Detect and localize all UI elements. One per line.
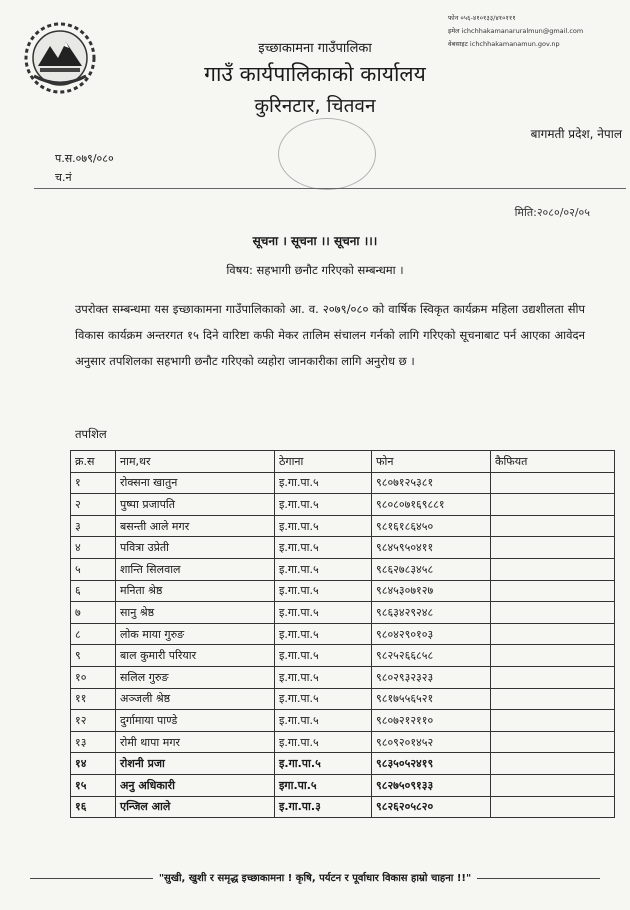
cell-phone: ९८०४२९०१०३ bbox=[372, 623, 491, 645]
cell-remarks bbox=[491, 515, 615, 537]
table-header-row bbox=[71, 451, 615, 473]
cell-serial: ४ bbox=[71, 537, 116, 559]
cell-remarks bbox=[491, 731, 615, 753]
cell-phone: ९८४५९५०४११ bbox=[372, 537, 491, 559]
header-divider bbox=[34, 188, 626, 189]
cell-address: इगा.पा.५ bbox=[275, 774, 372, 796]
table-row bbox=[71, 537, 615, 559]
cell-name: शान्ति सिलवाल bbox=[116, 558, 275, 580]
cell-phone: ९८०८०७१६९८८१ bbox=[372, 494, 491, 516]
cell-serial: ३ bbox=[71, 515, 116, 537]
cell-serial: ५ bbox=[71, 558, 116, 580]
cell-address: इ.गा.पा.५ bbox=[275, 731, 372, 753]
cell-name: अञ्जली श्रेष्ठ bbox=[116, 688, 275, 710]
cell-serial: १२ bbox=[71, 710, 116, 732]
table-body bbox=[71, 472, 615, 818]
cell-serial: ९ bbox=[71, 645, 116, 667]
notice-heading: सूचना । सूचना ।। सूचना ।।। bbox=[252, 234, 378, 248]
cell-name: पवित्रा उप्रेती bbox=[116, 537, 275, 559]
table-row bbox=[71, 602, 615, 624]
cell-name: एन्जिल आले bbox=[116, 796, 275, 818]
cell-serial: २ bbox=[71, 494, 116, 516]
cell-serial: ६ bbox=[71, 580, 116, 602]
cell-address: इ.गा.पा.५ bbox=[275, 666, 372, 688]
cell-remarks bbox=[491, 688, 615, 710]
cell-remarks bbox=[491, 796, 615, 818]
participant-table bbox=[70, 450, 615, 818]
table-row bbox=[71, 731, 615, 753]
cell-phone: ९८६२७८३४५८ bbox=[372, 558, 491, 580]
cell-address: इ.गा.पा.५ bbox=[275, 688, 372, 710]
table-row bbox=[71, 774, 615, 796]
cell-name: रोमी थापा मगर bbox=[116, 731, 275, 753]
email-text: इमेल ichchhakamanaruralmun@gmail.com bbox=[448, 27, 584, 35]
cell-remarks bbox=[491, 645, 615, 667]
cell-remarks bbox=[491, 602, 615, 624]
cell-name: पुष्पा प्रजापति bbox=[116, 494, 275, 516]
cell-phone: ९८१६१८६४५० bbox=[372, 515, 491, 537]
cell-address: इ.गा.पा.५ bbox=[275, 645, 372, 667]
cell-address: इ.गा.पा.५ bbox=[275, 472, 372, 494]
cell-address: इ.गा.पा.५ bbox=[275, 537, 372, 559]
cell-address: इ.गा.पा.३ bbox=[275, 796, 372, 818]
cell-name: सलिल गुरुङ bbox=[116, 666, 275, 688]
cell-phone: ९८२६२०५८२० bbox=[372, 796, 491, 818]
cell-phone: ९८१७५५६५२१ bbox=[372, 688, 491, 710]
header-name: नाम,थर bbox=[116, 451, 275, 473]
cell-name: बाल कुमारी परियार bbox=[116, 645, 275, 667]
list-heading: तपशिल bbox=[75, 427, 107, 441]
cell-serial: १५ bbox=[71, 774, 116, 796]
cell-phone: ९८०२९३२३२३ bbox=[372, 666, 491, 688]
cell-address: इ.गा.पा.५ bbox=[275, 623, 372, 645]
table-row bbox=[71, 558, 615, 580]
office-location: कुरिनटार, चितवन bbox=[254, 95, 376, 117]
table-row bbox=[71, 645, 615, 667]
cell-remarks bbox=[491, 494, 615, 516]
cell-name: बसन्ती आले मगर bbox=[116, 515, 275, 537]
cell-serial: १६ bbox=[71, 796, 116, 818]
cell-serial: १४ bbox=[71, 753, 116, 775]
reference-number: प.स.०७९/०८० bbox=[55, 152, 114, 165]
table-row bbox=[71, 623, 615, 645]
cell-address: इ.गा.पा.५ bbox=[275, 753, 372, 775]
table-row bbox=[71, 688, 615, 710]
cell-remarks bbox=[491, 710, 615, 732]
cell-address: इ.गा.पा.५ bbox=[275, 580, 372, 602]
cell-remarks bbox=[491, 666, 615, 688]
website-text: वेबसाइट ichchhakamanamun.gov.np bbox=[448, 40, 560, 48]
cell-name: दुर्गामाया पाण्डे bbox=[116, 710, 275, 732]
cell-name: रोक्सना खातुन bbox=[116, 472, 275, 494]
table-row bbox=[71, 666, 615, 688]
cell-serial: १३ bbox=[71, 731, 116, 753]
cell-remarks bbox=[491, 774, 615, 796]
cell-phone: ९८०७१२५३८१ bbox=[372, 472, 491, 494]
cell-name: सानु श्रेष्ठ bbox=[116, 602, 275, 624]
cell-name: रोशनी प्रजा bbox=[116, 753, 275, 775]
cell-address: इ.गा.पा.५ bbox=[275, 710, 372, 732]
table-row bbox=[71, 472, 615, 494]
municipality-name: इच्छाकामना गाउँपालिका bbox=[258, 41, 372, 56]
cell-phone: ९८२५२६६८५८ bbox=[372, 645, 491, 667]
header-phone: फोन bbox=[372, 451, 491, 473]
footer-slogan bbox=[0, 870, 630, 884]
table-row bbox=[71, 515, 615, 537]
header-remarks: कैफियत bbox=[491, 451, 615, 473]
cell-address: इ.गा.पा.५ bbox=[275, 558, 372, 580]
subject-line: विषय: सहभागी छनौट गरिएको सम्बन्धमा । bbox=[226, 263, 404, 277]
cell-remarks bbox=[491, 623, 615, 645]
cell-remarks bbox=[491, 537, 615, 559]
footer-text: "सुखी, खुशी र समृद्ध इच्छाकामना ! कृषि, पर्यटन र पूर्वाधार विकास हाम्रो चाहना !!" bbox=[153, 873, 477, 884]
cell-remarks bbox=[491, 558, 615, 580]
province-text: बागमती प्रदेश, नेपाल bbox=[530, 127, 622, 141]
cell-name: मनिता श्रेष्ठ bbox=[116, 580, 275, 602]
cell-serial: ७ bbox=[71, 602, 116, 624]
office-title: गाउँ कार्यपालिकाको कार्यालय bbox=[204, 62, 426, 86]
cell-address: इ.गा.पा.५ bbox=[275, 602, 372, 624]
table-row bbox=[71, 580, 615, 602]
cell-phone: ९८४५३०७१२७ bbox=[372, 580, 491, 602]
table-row bbox=[71, 796, 615, 818]
table-row bbox=[71, 753, 615, 775]
cell-name: लोक माया गुरुङ bbox=[116, 623, 275, 645]
cell-address: इ.गा.पा.५ bbox=[275, 494, 372, 516]
cell-remarks bbox=[491, 472, 615, 494]
cell-remarks bbox=[491, 580, 615, 602]
cell-remarks bbox=[491, 753, 615, 775]
body-paragraph: उपरोक्त सम्बन्धमा यस इच्छाकामना गाउँपालिकाको आ. व. २०७९/०८० को वार्षिक स्विकृत कार्यक्रम महिला उद्यशीलता सीप विकास कार्यक्रम अन्तरगत १५ दिने वारिष्टा कफी मेकर तालिम संचालन गर्नको लागि गरिएको सूचनाबाट पर्न आएका आवेदन अनुसार तपशिलका सहभागी छनौट गरिएको व्यहोरा जानकारीका लागि अनुरोध छ । bbox=[75, 302, 585, 368]
cell-phone: ९८३५०५२४१९ bbox=[372, 753, 491, 775]
table-row bbox=[71, 710, 615, 732]
cell-phone: ९८०९२०१४५२ bbox=[372, 731, 491, 753]
cell-phone: ९८६३४२९२४८ bbox=[372, 602, 491, 624]
office-stamp bbox=[278, 118, 376, 190]
header-address: ठेगाना bbox=[275, 451, 372, 473]
phone-text: फोन ०५६-४१०१३३/४१०१११ bbox=[448, 14, 516, 22]
cell-phone: ९८०७२१२११० bbox=[372, 710, 491, 732]
date-text: मिति:२०८०/०२/०५ bbox=[514, 206, 590, 219]
dispatch-number: च.नं bbox=[55, 171, 72, 184]
cell-phone: ९८२७५०९१३३ bbox=[372, 774, 491, 796]
cell-address: इ.गा.पा.५ bbox=[275, 515, 372, 537]
cell-serial: ११ bbox=[71, 688, 116, 710]
cell-serial: ८ bbox=[71, 623, 116, 645]
table-row bbox=[71, 494, 615, 516]
cell-serial: १० bbox=[71, 666, 116, 688]
header-serial: क्र.स bbox=[71, 451, 116, 473]
cell-serial: १ bbox=[71, 472, 116, 494]
cell-name: अनु अधिकारी bbox=[116, 774, 275, 796]
